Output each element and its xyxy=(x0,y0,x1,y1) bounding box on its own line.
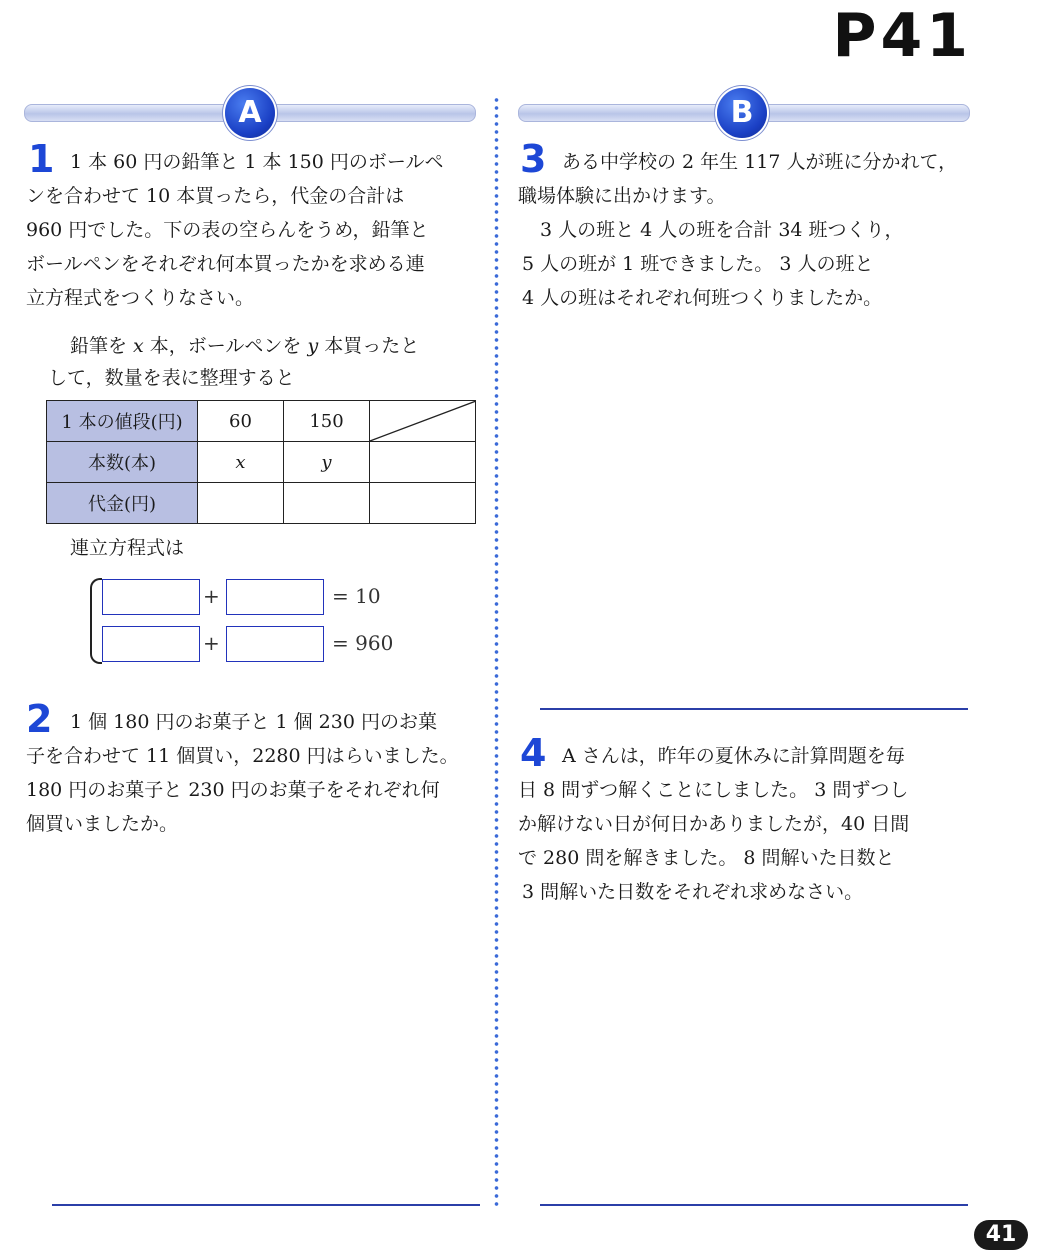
table-cell-blank[interactable] xyxy=(370,483,476,524)
equation-blank-box[interactable] xyxy=(102,579,200,615)
problem-3-line: ある中学校の 2 年生 117 人が班に分かれて， xyxy=(562,151,958,173)
equation-blank-box[interactable] xyxy=(226,626,324,662)
table-cell-blank[interactable] xyxy=(284,483,370,524)
variable-x: x xyxy=(133,335,144,357)
problem-2-number: 2 xyxy=(26,697,53,741)
problem-4-line: で 280 問を解きました。 8 問解いた日数と xyxy=(518,847,895,869)
setup-text: 鉛筆を xyxy=(70,335,134,357)
table-cell xyxy=(370,442,476,483)
problem-1-line: 1 本 60 円の鉛筆と 1 本 150 円のボールペ xyxy=(70,151,444,173)
problem-2-line: 子を合わせて 11 個買い，2280 円はらいました。 xyxy=(26,745,459,767)
equation-label: 連立方程式は xyxy=(70,537,185,559)
problem-1-number: 1 xyxy=(28,137,55,181)
answer-rule xyxy=(52,1204,480,1206)
equation-rhs: = 960 xyxy=(332,631,394,655)
table-row-header: 代金(円) xyxy=(47,483,198,524)
problem-4-number: 4 xyxy=(520,731,547,775)
problem-4-line: か解けない日が何日かありましたが，40 日間 xyxy=(518,813,910,835)
problem-2-line: 個買いましたか。 xyxy=(26,813,179,835)
problem-4-line: A さんは，昨年の夏休みに計算問題を毎 xyxy=(562,745,905,767)
table-row xyxy=(47,401,476,442)
problem-1-setup-line: して，数量を表に整理すると xyxy=(48,367,295,389)
table-cell: x xyxy=(198,442,284,483)
page-number: 41 xyxy=(974,1220,1028,1250)
equation-operator: + xyxy=(203,584,220,608)
problem-1-line: 立方程式をつくりなさい。 xyxy=(26,287,255,309)
setup-text: 本，ボールペンを xyxy=(143,335,308,357)
problem-2-line: 180 円のお菓子と 230 円のお菓子をそれぞれ何 xyxy=(26,779,440,801)
column-divider xyxy=(494,96,499,1206)
page-label: P41 xyxy=(832,1,972,71)
equation-brace xyxy=(90,578,102,664)
table-cell: y xyxy=(284,442,370,483)
problem-1-line: ボールペンをそれぞれ何本買ったかを求める連 xyxy=(26,253,425,275)
table-cell-blank[interactable] xyxy=(198,483,284,524)
problem-3-number: 3 xyxy=(520,137,547,181)
equation-blank-box[interactable] xyxy=(226,579,324,615)
setup-text: 本買ったと xyxy=(318,335,420,357)
problem-3-line: 3 人の班と 4 人の班を合計 34 班つくり， xyxy=(540,219,904,241)
problem-3-line: 4 人の班はそれぞれ何班つくりましたか。 xyxy=(522,287,883,309)
answer-rule xyxy=(540,708,968,710)
section-b-badge: B xyxy=(717,88,767,138)
variable-y: y xyxy=(307,335,319,357)
problem-4-line: 日 8 問ずつ解くことにしました。 3 問ずつし xyxy=(518,779,909,801)
table-row xyxy=(47,483,476,524)
answer-rule xyxy=(540,1204,968,1206)
equation-blank-box[interactable] xyxy=(102,626,200,662)
table-cell: 150 xyxy=(284,401,370,442)
problem-3-line: 5 人の班が 1 班できました。 3 人の班と xyxy=(522,253,874,275)
table-cell: 60 xyxy=(198,401,284,442)
problem-1-line: ンを合わせて 10 本買ったら，代金の合計は xyxy=(26,185,405,207)
table-cell-diagonal xyxy=(370,401,476,442)
section-a-badge: A xyxy=(225,88,275,138)
problem-1-line: 960 円でした。下の表の空らんをうめ，鉛筆と xyxy=(26,219,429,241)
problem-3-line: 職場体験に出かけます。 xyxy=(518,185,726,207)
equation-operator: + xyxy=(203,631,220,655)
table-row-header: 1 本の値段(円) xyxy=(47,401,198,442)
problem-4-line: 3 問解いた日数をそれぞれ求めなさい。 xyxy=(522,881,864,903)
equation-rhs: = 10 xyxy=(332,584,381,608)
problem-1-setup-line xyxy=(70,330,419,362)
diagonal-line xyxy=(370,401,476,441)
table-row-header: 本数(本) xyxy=(47,442,198,483)
table-row xyxy=(47,442,476,483)
quantity-table xyxy=(46,400,476,524)
problem-2-line: 1 個 180 円のお菓子と 1 個 230 円のお菓 xyxy=(70,711,437,733)
